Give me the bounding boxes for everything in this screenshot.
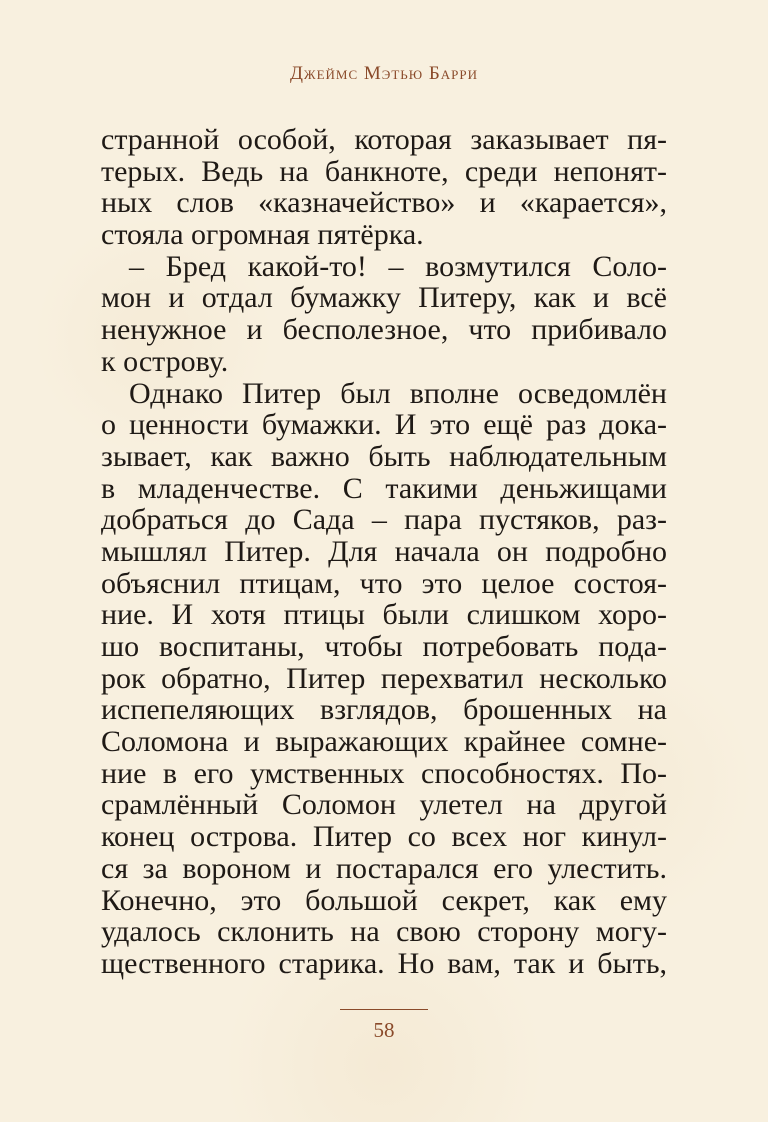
text-line: шо воспитаны, чтобы потребовать пода-: [101, 630, 667, 663]
text-line: щественного старика. Но вам, так и быть,: [101, 946, 667, 980]
running-title: Джеймс Мэтью Барри: [289, 63, 479, 84]
text-line: мышлял Питер. Для начала он подробно: [101, 534, 667, 568]
text-line: добраться до Сада – пара пустяков, раз-: [101, 503, 667, 537]
text-line: зывает, как важно быть наблюдательным: [101, 439, 667, 473]
text-line: рок обратно, Питер перехватил несколько: [101, 661, 667, 695]
text-line: удалось склонить на свою сторону могу-: [101, 915, 667, 949]
text-line: о ценности бумажки. И это ещё раз дока-: [101, 408, 667, 442]
text-line: Однако Питер был вполне осведомлён: [129, 376, 667, 410]
text-line: Соломона и выражающих крайнее сомне-: [101, 725, 667, 759]
text-line: ненужное и бесполезное, что прибивало: [101, 313, 667, 347]
text-line: мон и отдал бумажку Питеру, как и всё: [101, 281, 667, 315]
text-line: ных слов «казначейство» и «карается»,: [101, 186, 667, 220]
text-line: испепеляющих взглядов, брошенных на: [101, 693, 667, 727]
page-number: 58: [373, 1018, 395, 1042]
text-line: ся за вороном и постарался его улестить.: [101, 851, 667, 885]
text-line: к острову.: [101, 344, 229, 378]
text-line: Конечно, это большой секрет, как ему: [101, 883, 667, 917]
text-line: – Бред какой-то! – возмутился Соло-: [129, 249, 667, 283]
text-line: объяснил птицам, что это целое состоя-: [101, 566, 667, 600]
text-line: терых. Ведь на банкноте, среди непонят-: [101, 154, 667, 188]
text-line: срамлённый Соломон улетел на другой: [101, 788, 667, 822]
footer-divider: [340, 1009, 428, 1010]
body-text: [101, 124, 667, 980]
text-line: стояла огромная пятёрка.: [101, 218, 424, 252]
text-line: странной особой, которая заказывает пя-: [101, 123, 667, 156]
text-line: ние в его умственных способностях. По-: [101, 756, 667, 790]
text-line: в младенчестве. С такими деньжищами: [101, 471, 667, 505]
text-line: конец острова. Питер со всех ног кинул-: [101, 820, 667, 854]
text-line: ние. И хотя птицы были слишком хоро-: [101, 598, 667, 632]
